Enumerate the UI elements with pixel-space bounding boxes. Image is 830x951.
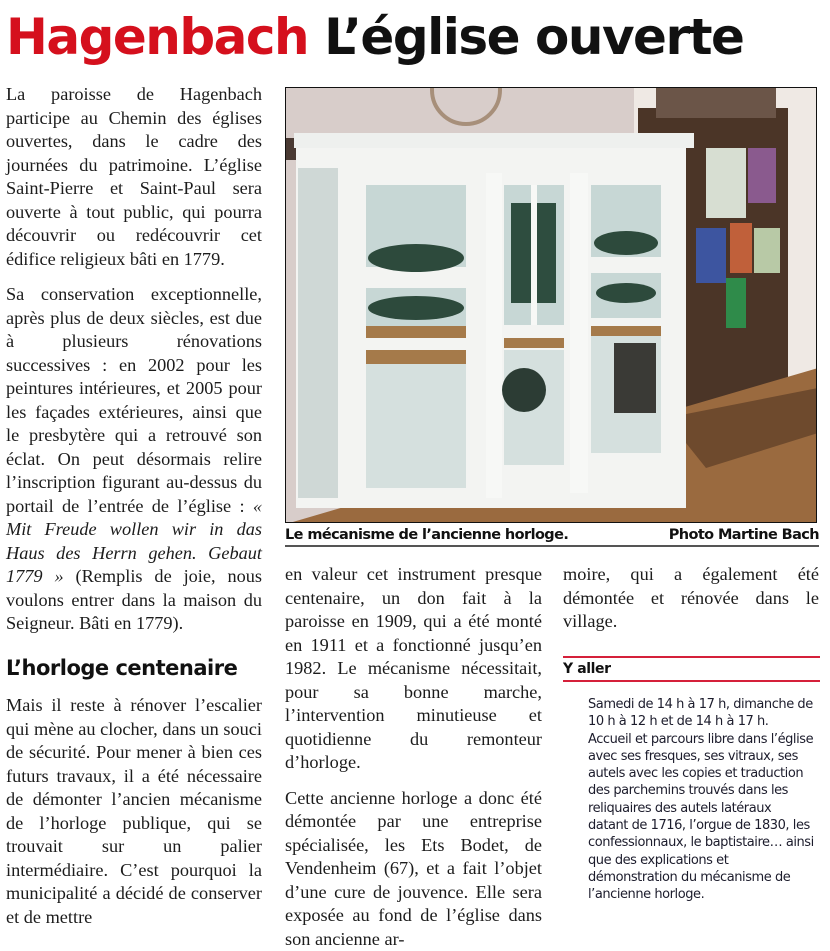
infobox-body <box>588 696 814 904</box>
paragraph-2-text-b: (Remplis de joie, nous voulons entrer dans la maison du Seigneur. Bâti en 1779). <box>6 566 262 633</box>
headline-town: Hagenbach <box>6 8 308 66</box>
headline-title: L’église ouverte <box>324 8 743 66</box>
article-paragraph-1: La paroisse de Hagenbach participe au Chemin des églises ouvertes, dans le cadre des journées du patrimoine. L’église Saint-Pierre et Saint-Paul sera ouverte à tout public, qui pourra découvrir ou redécouvrir cet édifice religieux bâti en 1779. <box>6 83 262 271</box>
paragraph-2-text-a: Sa conservation exceptionnelle, après plus de deux siècles, est due à plusieurs rénovations successives : en 2002 pour les peintures intérieures, et 2005 pour les façades extérieures, ainsi que le presbytère qui a retrouvé son éclat. On peut désormais relire l’inscription figurant au-dessus du portail de l’entrée de l’église : <box>6 284 262 516</box>
infobox-bottom-rule <box>563 680 820 682</box>
inscription-quote: « Mit Freude wollen wir in das Haus des Herrn gehen. Gebaut 1779 » <box>6 496 262 587</box>
photo-caption: Le mécanisme de l’ancienne horloge. <box>285 525 568 545</box>
photo-illustration <box>286 88 817 523</box>
article-column-1 <box>6 83 262 929</box>
article-column-2 <box>285 563 542 951</box>
photo-credit: Photo Martine Bach <box>669 525 819 545</box>
section-subheading: L’horloge centenaire <box>6 657 262 681</box>
article-paragraph-4: Cette ancienne horloge a donc été démontée par une entreprise spécialisée, les Ets Bodet, de Vendenheim (67), et a fait l’objet d’une cure de jouvence. Elle sera exposée au fond de l’église dans son ancienne ar- <box>285 787 542 951</box>
article-paragraph-3-continued: en valeur cet instrument presque centenaire, un don fait à la paroisse en 1909, qui a été monté en 1911 et a fonctionné jusqu’en 1982. Le mécanisme nécessitait, pour sa bonne marche, l’intervention minutieuse et quotidienne du remonteur d’horloge. <box>285 563 542 775</box>
article-paragraph-3-start: Mais il reste à rénover l’escalier qui mène au clocher, dans un souci de sécurité. Pour mener à bien ces futurs travaux, il a été nécessaire de démonter l’ancien mécanisme de l’horloge publique, qui se trouvait sur un palier intermédiaire. C’est pourquoi la municipalité a décidé de conserver et de mettre <box>6 694 262 929</box>
opening-hours: Samedi de 14 h à 17 h, dimanche de 10 h à 12 h et de 14 h à 17 h. <box>588 696 814 731</box>
article-paragraph-2 <box>6 283 262 636</box>
article-column-3 <box>563 563 819 634</box>
practical-info-box <box>563 656 820 904</box>
article-photo-clock-cabinet <box>285 87 817 523</box>
infobox-label: Y aller <box>563 658 820 680</box>
article-paragraph-4-continued: moire, qui a également été démontée et rénovée dans le village. <box>563 563 819 634</box>
visit-details: Accueil et parcours libre dans l’église avec ses fresques, ses vitraux, ses autels avec les copies et traduction des parchemins trouvés dans les reliquaires des autels latéraux datant de 1716, l’orgue de 1830, les confessionnaux, le baptistaire… ainsi que des explications et démonstration du mécanisme de l’ancienne horloge. <box>588 731 814 904</box>
headline <box>6 2 743 72</box>
photo-caption-bar <box>285 525 819 547</box>
